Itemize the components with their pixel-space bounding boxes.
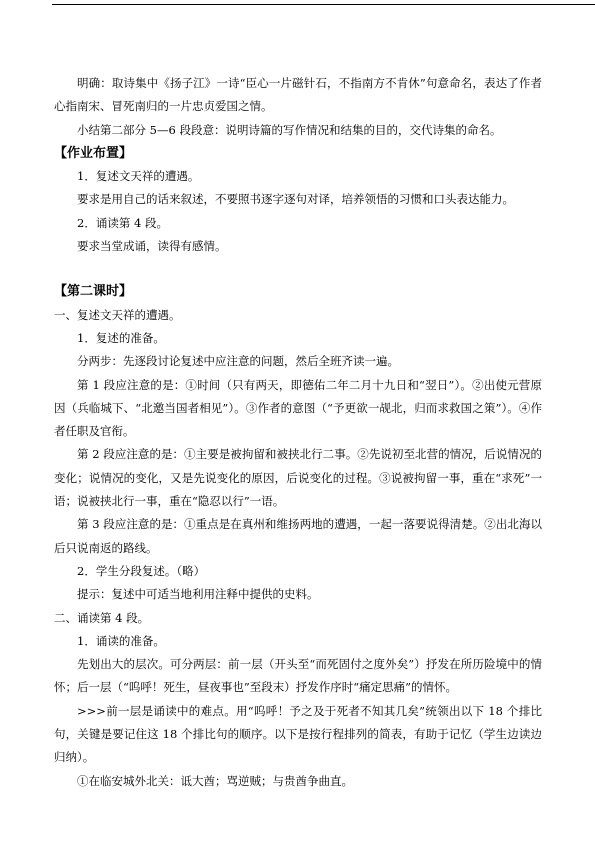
paragraph: 要求是用自己的话来叙述，不要照书逐字逐句对译，培养领悟的习惯和口头表达能力。 [77,192,514,207]
document-body [54,72,542,793]
paragraph: 1．复述的准备。 [77,330,165,345]
paragraph: 第 3 段应注意的是：①重点是在真州和维扬两地的遭遇，一起一落要说得清楚。②出北海以后只说南返的路线。 [54,517,542,555]
paragraph: 提示：复述中可适当地利用注释中提供的史料。 [77,587,319,602]
paragraph: 2．学生分段复述。（略） [77,563,206,578]
paragraph: 二、诵读第 4 段。 [54,610,150,625]
paragraph: 要求当堂成诵，读得有感情。 [77,239,227,254]
paragraph: 小结第二部分 5—6 段段意：说明诗篇的写作情况和结集的目的，交代诗集的命名。 [77,122,502,137]
header-rule [52,4,595,5]
paragraph: >>>前一层是诵读中的难点。用“呜呼！予之及于死者不知其几矣”统领出以下 18 个排比句，关键是要记住这 18 个排比句的顺序。以下是按行程排列的简表，有助于记忆（学生边读边归纳）。 [54,703,542,765]
paragraph: 2．诵读第 4 段。 [77,215,168,230]
paragraph: 1．诵读的准备。 [77,633,165,648]
spacer [54,258,542,280]
paragraph: 第 1 段应注意的是：①时间（只有两天，即德佑二年二月十九日和“翌日”）。②出使元营原因（兵临城下、“北邀当国者相见”）。③作者的意图（“予更欲一觇北，归而求救国之策”）。④作者任职及官衔。 [54,377,542,439]
paragraph: 第 2 段应注意的是：①主要是被拘留和被挟北行二事。②先说初至北营的情况，后说情况的变化；说情况的变化，又是先说变化的原因，后说变化的过程。③说被拘留一事，重在“求死”一语；说被挟北行一事，重在“隐忍以行”一语。 [54,447,542,509]
paragraph: ①在临安城外北关：诋大酋；骂逆贼；与贵酋争曲直。 [77,773,353,788]
paragraph: 明确：取诗集中《扬子江》一诗“臣心一片磁针石，不指南方不肯休”句意命名，表达了作者心指南宋、冒死南归的一片忠贞爱国之情。 [54,76,542,114]
paragraph: 先划出大的层次。可分两层：前一层（开头至“而死固付之度外矣”）抒发在所历险境中的情怀；后一层（“呜呼！死生，昼夜事也”至段末）抒发作序时“痛定思痛”的情怀。 [54,657,542,695]
paragraph: 一、复述文天祥的遭遇。 [54,307,181,322]
paragraph: 1．复述文天祥的遭遇。 [77,169,200,184]
section-heading: 【第二课时】 [54,284,133,300]
section-heading: 【作业布置】 [54,145,133,161]
paragraph: 分两步：先逐段讨论复述中应注意的问题，然后全班齐读一遍。 [77,354,399,369]
